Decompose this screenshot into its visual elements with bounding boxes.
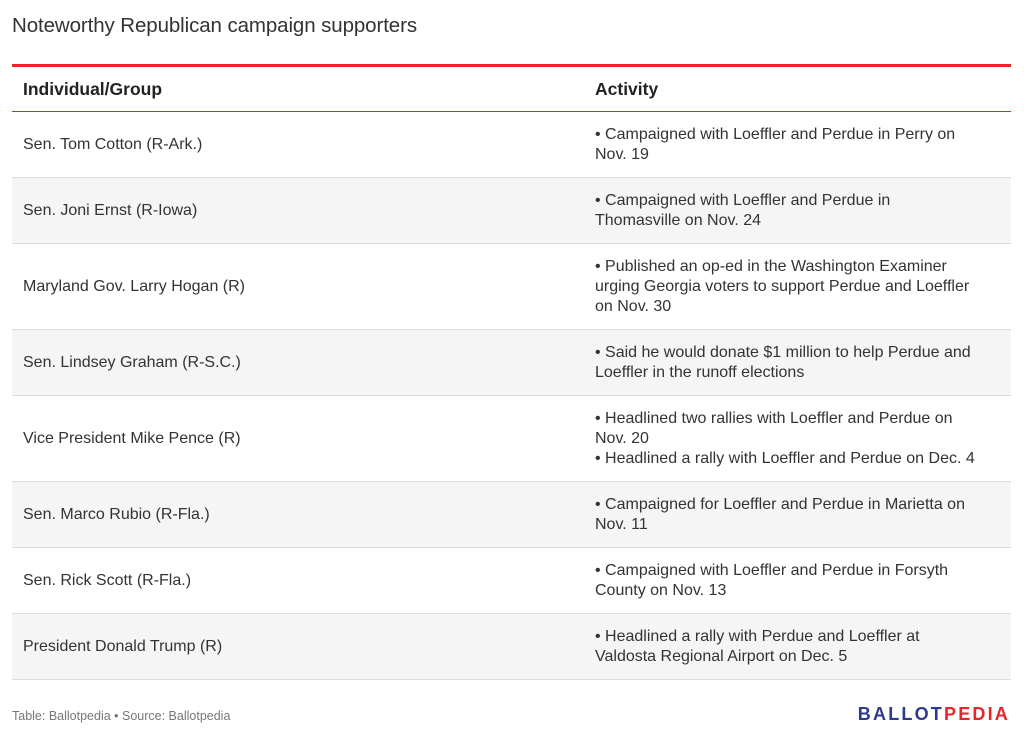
table-row	[12, 330, 1011, 396]
cell-activity	[584, 125, 1011, 165]
table-row	[12, 112, 1011, 178]
activity-line: Nov. 19	[595, 145, 649, 163]
table-row	[12, 482, 1011, 548]
activity-line: • Headlined a rally with Loeffler and Perdue on Dec. 4	[595, 449, 975, 467]
table-row	[12, 178, 1011, 244]
activity-line: • Campaigned for Loeffler and Perdue in Marietta on	[595, 495, 965, 513]
cell-activity	[584, 627, 1011, 667]
activity-line: Valdosta Regional Airport on Dec. 5	[595, 647, 848, 665]
cell-individual: President Donald Trump (R)	[23, 637, 223, 655]
logo-part-pedia: PEDIA	[943, 704, 1010, 724]
cell-activity	[584, 191, 1011, 231]
column-header-individual: Individual/Group	[23, 78, 163, 99]
activity-line: Loeffler in the runoff elections	[595, 363, 805, 381]
activity-line: on Nov. 30	[595, 297, 672, 315]
cell-individual: Sen. Tom Cotton (R-Ark.)	[23, 135, 203, 153]
table-row	[12, 396, 1011, 482]
activity-line: • Campaigned with Loeffler and Perdue in	[595, 191, 891, 209]
activity-line: County on Nov. 13	[595, 581, 727, 599]
activity-line: • Headlined a rally with Perdue and Loeffler at	[595, 627, 920, 645]
source-footer: Table: Ballotpedia • Source: Ballotpedia	[12, 709, 231, 723]
cell-individual: Vice President Mike Pence (R)	[23, 429, 241, 447]
table-row	[12, 244, 1011, 330]
activity-line: Nov. 11	[595, 515, 648, 533]
activity-line: Thomasville on Nov. 24	[595, 211, 761, 229]
cell-activity	[584, 343, 1011, 383]
page-title: Noteworthy Republican campaign supporters	[12, 14, 417, 37]
activity-line: Nov. 20	[595, 429, 649, 447]
activity-line: • Said he would donate $1 million to help Perdue and	[595, 343, 971, 361]
activity-line: urging Georgia voters to support Perdue and Loeffler	[595, 277, 970, 295]
table-row	[12, 548, 1011, 614]
activity-line: • Campaigned with Loeffler and Perdue in Forsyth	[595, 561, 949, 579]
cell-individual: Sen. Joni Ernst (R-Iowa)	[23, 201, 198, 219]
column-header-activity: Activity	[595, 78, 659, 99]
cell-individual: Sen. Marco Rubio (R-Fla.)	[23, 505, 210, 523]
table-row	[12, 614, 1011, 680]
cell-activity	[584, 257, 1011, 317]
ballotpedia-logo	[858, 704, 1010, 725]
table-header	[12, 67, 1011, 112]
cell-individual: Maryland Gov. Larry Hogan (R)	[23, 277, 245, 295]
activity-line: • Campaigned with Loeffler and Perdue in Perry on	[595, 125, 956, 143]
activity-line: • Published an op-ed in the Washington Examiner	[595, 257, 947, 275]
logo-part-ballot: BALLOT	[857, 704, 944, 724]
cell-activity	[584, 561, 1011, 601]
cell-individual: Sen. Lindsey Graham (R-S.C.)	[23, 353, 241, 371]
table-body	[12, 112, 1011, 680]
supporters-table	[12, 64, 1011, 680]
cell-activity	[584, 495, 1011, 535]
activity-line: • Headlined two rallies with Loeffler and Perdue on	[595, 409, 953, 427]
cell-activity	[584, 409, 1011, 469]
cell-individual: Sen. Rick Scott (R-Fla.)	[23, 571, 192, 589]
